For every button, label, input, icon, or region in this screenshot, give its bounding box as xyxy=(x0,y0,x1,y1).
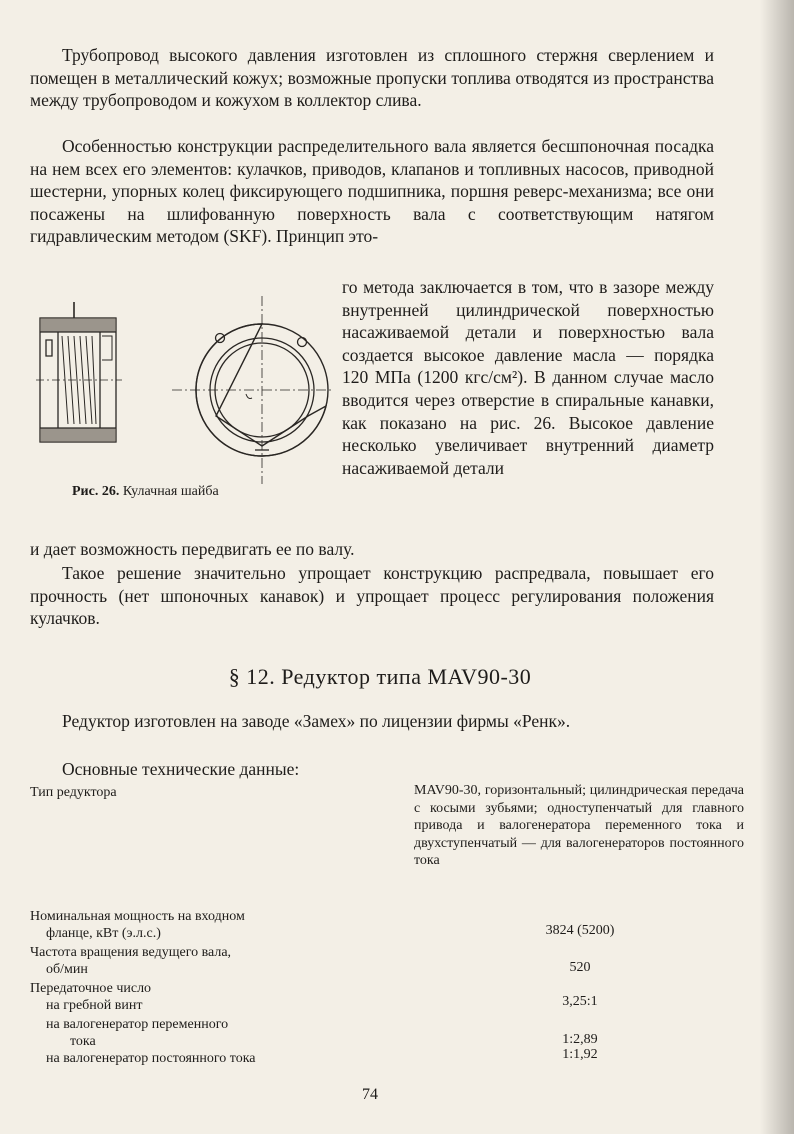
spec-speed-value: 520 xyxy=(569,960,591,975)
page-edge-shadow xyxy=(760,0,794,1134)
paragraph-specs-intro: Основные технические данные: xyxy=(62,759,300,779)
spec-type-value: MAV90-30, горизонтальный; цилиндрическая передача с косыми зубьями; одноступенчатый для главного привода и валогенератора переменного тока и двухступенчатый — для валогенераторов постоянного тока xyxy=(414,783,744,868)
spec-ratio-label: Передаточное число xyxy=(30,981,152,996)
spec-ratio-dc-value: 1:1,92 xyxy=(562,1047,598,1062)
cam-disc-drawing xyxy=(36,296,334,486)
paragraph-tail: и дает возможность передвигать ее по валу. xyxy=(30,539,355,559)
spec-ratio-prop-label: на гребной винт xyxy=(46,998,143,1013)
spec-type-label: Тип редуктора xyxy=(30,785,117,800)
spec-power-label-2: фланце, кВт (э.л.с.) xyxy=(46,926,161,941)
spec-power-label-1: Номинальная мощность на входном xyxy=(30,909,245,924)
figure-label: Рис. 26. xyxy=(72,484,120,499)
figure-caption xyxy=(72,484,312,500)
paragraph-solution: Такое решение значительно упрощает конструкцию распредвала, повышает его прочность (нет шпоночных канавок) и упрощает процесс регулирования положения кулачков. xyxy=(30,563,714,629)
figure-caption-text: Кулачная шайба xyxy=(122,484,219,499)
spec-power-value: 3824 (5200) xyxy=(545,923,615,938)
section-heading: § 12. Редуктор типа MAV90-30 xyxy=(228,664,532,689)
spec-ratio-ac-label-1: на валогенератор переменного xyxy=(46,1017,229,1032)
spec-speed-label-1: Частота вращения ведущего вала, xyxy=(30,945,232,960)
figure-cam-disc xyxy=(36,296,334,486)
paragraph-reducer: Редуктор изготовлен на заводе «Замех» по лицензии фирмы «Ренк». xyxy=(62,711,571,731)
paragraph-camshaft: Особенностью конструкции распределительного вала является бесшпоночная посадка на нем всех его элементов: кулачков, приводов, клапанов и топливных насосов, приводной шестерни, упорных колец фиксирующего подшипника, поршня реверс-механизма; все они посажены на шлифованную поверхность вала с соответствующим натягом гидравлическим методом (SKF). Принцип это- xyxy=(30,136,714,247)
spec-ratio-prop-value: 3,25:1 xyxy=(562,994,598,1009)
paragraph-pipeline: Трубопровод высокого давления изготовлен из сплошного стержня сверлением и помещен в металлический кожух; возможные пропуски топлива отводятся из пространства между трубопроводом и кожухом в коллектор слива. xyxy=(30,45,714,111)
spec-ratio-dc-label: на валогенератор постоянного тока xyxy=(46,1051,256,1066)
paragraph-wrap-text: го метода заключается в том, что в зазоре между внутренней цилиндрической поверхностью насаживаемой детали и поверхностью вала создается высокое давление масла — порядка 120 МПа (1200 кгс/см²). В данном случае масло вводится через отверстие в спиральные канавки, как показано на рис. 26. Высокое давление несколько увеличивает внутренний диаметр насаживаемой детали xyxy=(342,277,714,478)
spec-speed-label-2: об/мин xyxy=(46,962,88,977)
spec-ratio-ac-label-2: тока xyxy=(70,1034,96,1049)
page-number: 74 xyxy=(362,1086,378,1103)
spec-ratio-ac-value: 1:2,89 xyxy=(562,1032,598,1047)
